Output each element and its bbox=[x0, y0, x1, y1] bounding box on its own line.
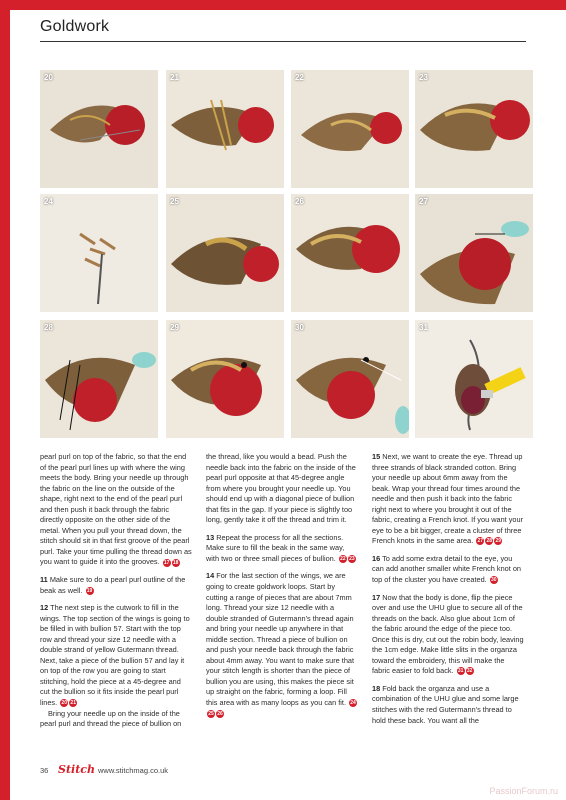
step-photo bbox=[166, 70, 284, 188]
left-accent-bar bbox=[0, 10, 10, 800]
photo-ref-badge: 18 bbox=[172, 559, 179, 566]
paragraph-text: Make sure to do a pearl purl outline of the beak as well. bbox=[40, 575, 186, 595]
footer-url[interactable]: www.stitchmag.co.uk bbox=[98, 766, 169, 775]
photo-number: 24 bbox=[44, 197, 53, 206]
step-number: 14 bbox=[206, 571, 215, 581]
step-photo bbox=[415, 320, 533, 438]
photo-ref-badge: 31 bbox=[457, 668, 464, 675]
paragraph-text: Now that the body is done, flip the piece over and use the UHU glue to secure all of the threads on the back. Also glue about 1cm of the fabric around the edge of the piece too. Once this is dry, cut out the robin body, leaving the 1cm edge. Make little slits in the organza toward the embroidery, this will make the fabric easier to fold back. bbox=[372, 592, 524, 676]
photo-ref-badge: 30 bbox=[490, 577, 497, 584]
step-photo bbox=[166, 194, 284, 312]
photo-number: 28 bbox=[44, 323, 53, 332]
photo-ref-badge: 24 bbox=[350, 700, 356, 707]
paragraph-text: the thread, like you would a bead. Push the needle back into the fabric on the inside of the pearl purl opposite at that 45-degree angle from where you brought your needle up. You should end up with a diagonal piece of bullion that fits in the gap. If your piece is slightly too long, gently take it off the thread and trim it. bbox=[206, 452, 356, 525]
section-title: Goldwork bbox=[40, 18, 110, 35]
step-number: 15 bbox=[372, 452, 381, 461]
step-number: 18 bbox=[372, 683, 381, 693]
photo-ref-badge: 17 bbox=[163, 559, 170, 566]
photo-number: 29 bbox=[170, 323, 179, 332]
photo-number: 22 bbox=[295, 73, 304, 82]
step-number: 17 bbox=[372, 592, 381, 602]
photo-ref-badge: 26 bbox=[217, 710, 223, 717]
top-accent-bar bbox=[0, 0, 566, 10]
photo-number: 26 bbox=[295, 197, 304, 206]
step-number: 13 bbox=[206, 532, 215, 542]
text-column-2 bbox=[206, 452, 358, 726]
paragraph-text: To add some extra detail to the eye, you can add another smaller white French knot on top of the cluster you have created. bbox=[372, 553, 521, 585]
paragraph-text: Fold back the organza and use a combination of the UHU glue and some large stitches with the red Gutermann's thread to hold these back. You want all the bbox=[372, 683, 519, 725]
photo-ref-badge: 22 bbox=[340, 555, 346, 562]
photo-ref-badge: 23 bbox=[349, 555, 355, 562]
step-photo bbox=[166, 320, 284, 438]
photo-number: 31 bbox=[419, 323, 428, 332]
text-column-3 bbox=[372, 452, 524, 733]
photo-number: 23 bbox=[419, 73, 428, 82]
photo-ref-badge: 21 bbox=[70, 700, 76, 707]
magazine-logo: Stitch bbox=[58, 763, 95, 776]
step-photo bbox=[40, 320, 158, 438]
paragraph-text: Bring your needle up on the inside of the pearl purl and thread the piece of bullion on bbox=[40, 708, 182, 729]
watermark: PassionForum.ru bbox=[489, 786, 558, 796]
paragraph-text: Next, we want to create the eye. Thread up three strands of black stranded cotton. Bring your needle up about 6mm away from the beak. Wrap your thread four times around the needle and then push it back into the fabric right next to where you brought it out of the fabric, creating a French knot. If you want your eye to be a bit bigger, create a cluster of three French knots in the same area. bbox=[372, 452, 524, 546]
step-photo bbox=[291, 320, 409, 438]
photo-ref-badge: 19 bbox=[86, 587, 93, 594]
paragraph-text: Repeat the process for all the sections. Make sure to fill the beak in the same way, with two or three small pieces of bullion. bbox=[206, 532, 345, 563]
step-photo bbox=[415, 194, 533, 312]
text-column-1 bbox=[40, 452, 192, 737]
paragraph-text: For the last section of the wings, we are going to create goldwork loops. Start by cutting a range of pieces that are about 7mm long. Thread your size 12 needle with a double stranded of Gutermann's thread again and bring your needle up anywhere in that middle section. Thread a piece of bullion on and push your needle back through the fabric about 4mm away. You want to make sure that your stitch length is shorter than the piece of bullion you are using, this makes the piece sit up straight on the fabric, forming a loop. Fill this area with as many loops as you can fit. bbox=[206, 571, 355, 708]
paragraph-text: pearl purl on top of the fabric, so that the end of the pearl purl lines up with where the wing meets the body. Bring your needle up through the fabric on the line on the outside of the shape, right next to the end of the pearl purl and then push it back through the fabric directly opposite on the other side of the metal. When you pull your thread down, the stitch should sit in that first groove of the pearl purl. Take your time pulling the thread down as you want to guide it into the grooves. bbox=[40, 452, 192, 567]
photo-number: 27 bbox=[419, 197, 428, 206]
step-number: 11 bbox=[40, 575, 48, 585]
step-photo bbox=[291, 70, 409, 188]
paragraph-text: The next step is the cutwork to fill in the wings. The top section of the wings is going to be filled in with bullion 57. Start with the top row and thread your size 12 needle with a double strand of yellow Gutermann thread. Next, take a piece of the bullion 57 and lay it on top of the row you are going to start stitching, hold the piece at a 45-degree and cut the bullion so it fits inside the pearl purl lines. bbox=[40, 603, 190, 708]
photo-ref-badge: 32 bbox=[466, 668, 473, 675]
photo-number: 20 bbox=[44, 73, 53, 82]
step-number: 12 bbox=[40, 603, 49, 613]
page-number: 36 bbox=[40, 766, 49, 775]
title-divider bbox=[40, 41, 526, 42]
step-photo bbox=[415, 70, 533, 188]
step-photo bbox=[291, 194, 409, 312]
step-photo bbox=[40, 194, 158, 312]
step-number: 16 bbox=[372, 553, 381, 563]
photo-ref-badge: 27 bbox=[477, 538, 484, 545]
photo-ref-badge: 29 bbox=[495, 538, 502, 545]
step-photo bbox=[40, 70, 158, 188]
photo-ref-badge: 28 bbox=[486, 538, 493, 545]
photo-number: 25 bbox=[170, 197, 179, 206]
photo-ref-badge: 25 bbox=[208, 710, 214, 717]
photo-number: 30 bbox=[295, 323, 304, 332]
photo-ref-badge: 20 bbox=[61, 700, 67, 707]
photo-number: 21 bbox=[170, 73, 179, 82]
